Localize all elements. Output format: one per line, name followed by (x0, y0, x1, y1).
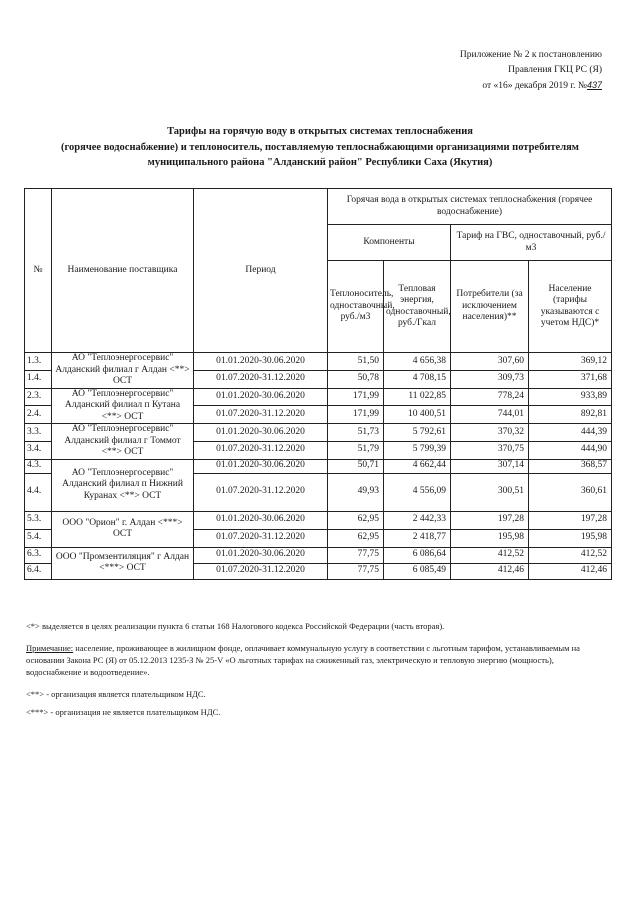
cell-heat-energy: 5 792,61 (384, 424, 451, 442)
cell-heat-carrier: 171,99 (328, 388, 384, 406)
note-non-vat-payer: <***> - организация не является плательщиком НДС. (26, 707, 221, 717)
header-supplier: Наименование поставщика (52, 189, 194, 353)
cell-population: 195,98 (529, 529, 612, 547)
header-heat-energy: Тепловая энергия, одноставочный, руб./Гкал (384, 261, 451, 353)
tariff-table-body (25, 353, 612, 580)
table-row (25, 547, 612, 563)
cell-period: 01.01.2020-30.06.2020 (194, 459, 328, 473)
cell-heat-energy: 5 799,39 (384, 441, 451, 459)
appendix-line-1: Приложение № 2 к постановлению (459, 50, 602, 60)
header-gvs-tariff: Тариф на ГВС, одноставочный, руб./м3 (451, 225, 612, 261)
note-vat-payer: <**> - организация является плательщиком НДС. (26, 689, 206, 699)
cell-period: 01.07.2020-31.12.2020 (194, 473, 328, 511)
header-components: Компоненты (328, 225, 451, 261)
cell-heat-energy: 2 418,77 (384, 529, 451, 547)
cell-supplier: АО "Теплоэнергосервис" Алданский филиал г Томмот <**> ОСТ (52, 424, 194, 460)
cell-heat-energy: 6 086,64 (384, 547, 451, 563)
cell-num: 4.3. (25, 459, 52, 473)
cell-heat-carrier: 50,71 (328, 459, 384, 473)
cell-population: 892,81 (529, 406, 612, 424)
cell-heat-energy: 4 708,15 (384, 370, 451, 388)
cell-consumers: 307,60 (451, 353, 529, 371)
header-num: № (25, 189, 52, 353)
note-population (26, 642, 606, 678)
cell-heat-carrier: 77,75 (328, 547, 384, 563)
notes-block (26, 620, 606, 728)
cell-num: 6.3. (25, 547, 52, 563)
cell-supplier: АО "Теплоэнергосервис" Алданский филиал п Кутана <**> ОСТ (52, 388, 194, 424)
appendix-line-3 (342, 78, 602, 94)
cell-consumers: 412,52 (451, 547, 529, 563)
cell-heat-energy: 4 656,38 (384, 353, 451, 371)
cell-supplier: ООО "Промзентиляция" г Алдан <***> ОСТ (52, 547, 194, 579)
cell-heat-carrier: 51,73 (328, 424, 384, 442)
cell-heat-energy: 2 442,33 (384, 511, 451, 529)
table-row (25, 424, 612, 442)
cell-num: 1.3. (25, 353, 52, 371)
cell-num: 2.4. (25, 406, 52, 424)
cell-consumers: 197,28 (451, 511, 529, 529)
cell-population: 444,39 (529, 424, 612, 442)
cell-population: 412,46 (529, 563, 612, 579)
title-line-1: Тарифы на горячую воду в открытых системах теплоснабжения (167, 126, 473, 137)
cell-heat-carrier: 49,93 (328, 473, 384, 511)
cell-consumers: 370,75 (451, 441, 529, 459)
table-row (25, 511, 612, 529)
cell-period: 01.07.2020-31.12.2020 (194, 370, 328, 388)
cell-consumers: 307,14 (451, 459, 529, 473)
cell-heat-energy: 6 085,49 (384, 563, 451, 579)
cell-num: 1.4. (25, 370, 52, 388)
cell-num: 4.4. (25, 473, 52, 511)
title-line-2: (горячее водоснабжение) и теплоноситель, поставляемую теплоснабжающими организациями потребителям (61, 141, 579, 153)
cell-supplier: ООО "Орион" г. Алдан <***> ОСТ (52, 511, 194, 547)
cell-period: 01.07.2020-31.12.2020 (194, 441, 328, 459)
cell-heat-energy: 10 400,51 (384, 406, 451, 424)
cell-heat-carrier: 171,99 (328, 406, 384, 424)
title-line-3: муниципального района "Алданский район" Республики Саха (Якутия) (147, 157, 493, 168)
cell-num: 2.3. (25, 388, 52, 406)
cell-supplier: АО "Теплоэнергосервис" Алданский филиал г Алдан <**> ОСТ (52, 353, 194, 389)
cell-population: 444,90 (529, 441, 612, 459)
appendix-block (342, 48, 602, 94)
cell-period: 01.07.2020-31.12.2020 (194, 406, 328, 424)
cell-consumers: 744,01 (451, 406, 529, 424)
cell-population: 368,57 (529, 459, 612, 473)
cell-population: 369,12 (529, 353, 612, 371)
header-consumers: Потребители (за исключением населения)** (451, 261, 529, 353)
cell-period: 01.01.2020-30.06.2020 (194, 511, 328, 529)
cell-consumers: 300,51 (451, 473, 529, 511)
cell-consumers: 195,98 (451, 529, 529, 547)
header-population: Население (тарифы указываются с учетом НДС)* (529, 261, 612, 353)
appendix-line-2: Правления ГКЦ РС (Я) (508, 65, 602, 75)
cell-population: 412,52 (529, 547, 612, 563)
note-population-text: население, проживающее в жилищном фонде, оплачивает коммунальную услугу в соответствии с льготным тарифом, устанавливаемым на основании Закона РС (Я) от 05.12.2013 1235-З № 25-V «О льготных тарифах на сжиженный газ, электрическую и тепловую энергию (мощность), водоснабжение и водоотведение». (26, 643, 580, 677)
cell-period: 01.07.2020-31.12.2020 (194, 529, 328, 547)
cell-population: 933,89 (529, 388, 612, 406)
cell-population: 197,28 (529, 511, 612, 529)
cell-heat-carrier: 51,79 (328, 441, 384, 459)
cell-heat-carrier: 51,50 (328, 353, 384, 371)
cell-period: 01.01.2020-30.06.2020 (194, 547, 328, 563)
cell-supplier: АО "Теплоэнергосервис" Алданский филиал п Нижний Куранах <**> ОСТ (52, 459, 194, 511)
cell-consumers: 370,32 (451, 424, 529, 442)
cell-population: 360,61 (529, 473, 612, 511)
cell-heat-energy: 11 022,85 (384, 388, 451, 406)
cell-num: 3.4. (25, 441, 52, 459)
cell-period: 01.01.2020-30.06.2020 (194, 424, 328, 442)
cell-heat-energy: 4 556,09 (384, 473, 451, 511)
cell-period: 01.01.2020-30.06.2020 (194, 353, 328, 371)
cell-num: 5.3. (25, 511, 52, 529)
table-row (25, 459, 612, 473)
cell-consumers: 412,46 (451, 563, 529, 579)
table-row (25, 353, 612, 371)
cell-consumers: 309,73 (451, 370, 529, 388)
cell-heat-carrier: 62,95 (328, 529, 384, 547)
header-hot-water-group: Горячая вода в открытых системах теплоснабжения (горячее водоснабжение) (328, 189, 612, 225)
note-label: Примечание: (26, 643, 74, 653)
appendix-number: 437 (586, 80, 602, 90)
appendix-date: от «16» декабря 2019 г. № (482, 81, 587, 91)
cell-heat-carrier: 77,75 (328, 563, 384, 579)
cell-period: 01.01.2020-30.06.2020 (194, 388, 328, 406)
cell-heat-carrier: 50,78 (328, 370, 384, 388)
cell-population: 371,68 (529, 370, 612, 388)
cell-heat-energy: 4 662,44 (384, 459, 451, 473)
cell-num: 3.3. (25, 424, 52, 442)
cell-num: 5.4. (25, 529, 52, 547)
tariff-table (24, 188, 612, 580)
header-heat-carrier: Теплоноситель, одноставочный, руб./м3 (328, 261, 384, 353)
document-title (20, 124, 620, 171)
note-vat-article: <*> выделяется в целях реализации пункта 6 статьи 168 Налогового кодекса Российской Федерации (часть вторая). (26, 621, 445, 631)
cell-num: 6.4. (25, 563, 52, 579)
cell-period: 01.07.2020-31.12.2020 (194, 563, 328, 579)
cell-consumers: 778,24 (451, 388, 529, 406)
header-period: Период (194, 189, 328, 353)
cell-heat-carrier: 62,95 (328, 511, 384, 529)
table-row (25, 388, 612, 406)
